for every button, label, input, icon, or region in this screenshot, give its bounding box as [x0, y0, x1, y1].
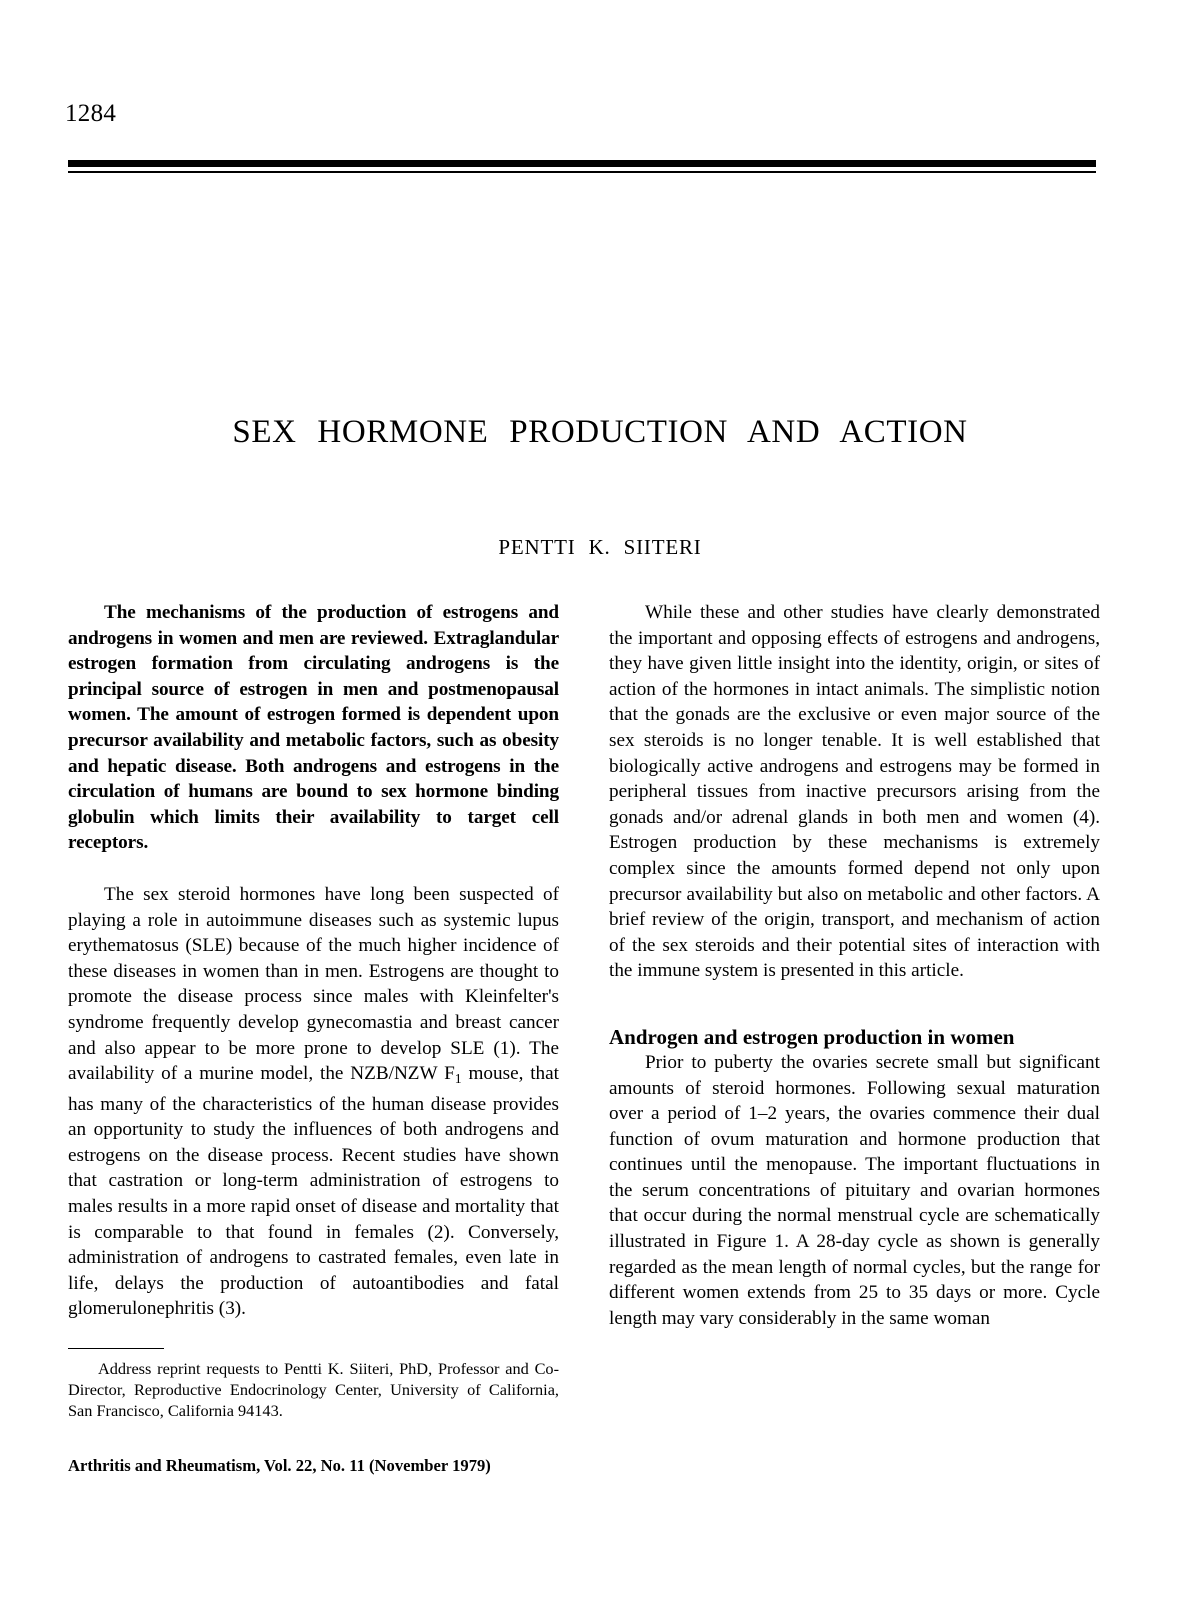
left-paragraph-1-text-b: mouse, that has many of the characteristics of the human disease provides an opportunity to study the influences of both androgens and estrogens on the disease process. Recent studies have shown that castration or long-term administration of estrogens to males results in a more rapid onset of disease and mortality that is comparable to that found in females (2). Conversely, administration of androgens to castrated females, even late in life, delays the production of autoantibodies and fatal glomerulonephritis (3).	[68, 1063, 559, 1320]
right-paragraph-1: While these and other studies have clearly demonstrated the important and opposing effects of estrogens and androgens, they have given little insight into the identity, origin, or sites of action of the hormones in intact animals. The simplistic notion that the gonads are the exclusive or even major source of the sex steroids is no longer tenable. It is well established that biologically active androgens and estrogens may be formed in peripheral tissues from inactive precursors arising from the gonads and/or adrenal glands in both men and women (4). Estrogen production by these mechanisms is extremely complex since the amounts formed depend not only upon precursor availability but also on metabolic and other factors. A brief review of the origin, transport, and mechanism of action of the sex steroids and their potential sites of interaction with the immune system is presented in this article.	[609, 602, 1100, 982]
left-column	[68, 600, 559, 1476]
section-heading-androgen-estrogen-production: Androgen and estrogen production in women	[609, 1024, 1015, 1049]
article-title: SEX HORMONE PRODUCTION AND ACTION	[232, 414, 968, 451]
abstract-paragraph: The mechanisms of the production of estrogens and androgens in women and men are reviewed. Extraglandular estrogen formation from circulating androgens is the principal source of estrogen in men and postmenopausal women. The amount of estrogen formed is dependent upon precursor availability and metabolic factors, such as obesity and hepatic disease. Both androgens and estrogens in the circulation of humans are bound to sex hormone binding globulin which limits their availability to target cell receptors.	[68, 602, 559, 854]
f1-subscript: 1	[454, 1070, 462, 1086]
right-paragraph-2: Prior to puberty the ovaries secrete small but significant amounts of steroid hormones. Following sexual maturation over a period of 1–2 years, the ovaries commence their dual function of ovum maturation and hormone production that continues until the menopause. The important fluctuations in the serum concentrations of pituitary and ovarian hormones that occur during the normal menstrual cycle are schematically illustrated in Figure 1. A 28-day cycle as shown is generally regarded as the mean length of normal cycles, but the range for different women extends from 25 to 35 days or more. Cycle length may vary considerably in the same woman	[609, 1051, 1100, 1329]
page-number: 1284	[65, 100, 117, 127]
right-column	[609, 600, 1100, 1476]
author-byline: PENTTI K. SIITERI	[498, 535, 702, 559]
header-rule-thin	[68, 171, 1096, 173]
footnote-block	[68, 1348, 559, 1422]
header-rule-group	[68, 160, 1096, 173]
reprint-footnote: Address reprint requests to Pentti K. Siiteri, PhD, Professor and Co-Director, Reproductive Endocrinology Center, University of California, San Francisco, California 94143.	[68, 1359, 559, 1421]
left-paragraph-1	[68, 882, 559, 1322]
body-columns	[68, 600, 1100, 1476]
journal-citation: Arthritis and Rheumatism, Vol. 22, No. 11 (November 1979)	[68, 1456, 491, 1476]
left-paragraph-1-text-a: The sex steroid hormones have long been suspected of playing a role in autoimmune diseases such as systemic lupus erythematosus (SLE) because of the much higher incidence of these diseases in women than in men. Estrogens are thought to promote the disease process since males with Kleinfelter's syndrome frequently develop gynecomastia and breast cancer and also appear to be more prone to develop SLE (1). The availability of a murine model, the NZB/NZW F	[68, 883, 559, 1085]
header-rule-thick	[68, 160, 1096, 167]
footnote-divider	[68, 1348, 164, 1350]
